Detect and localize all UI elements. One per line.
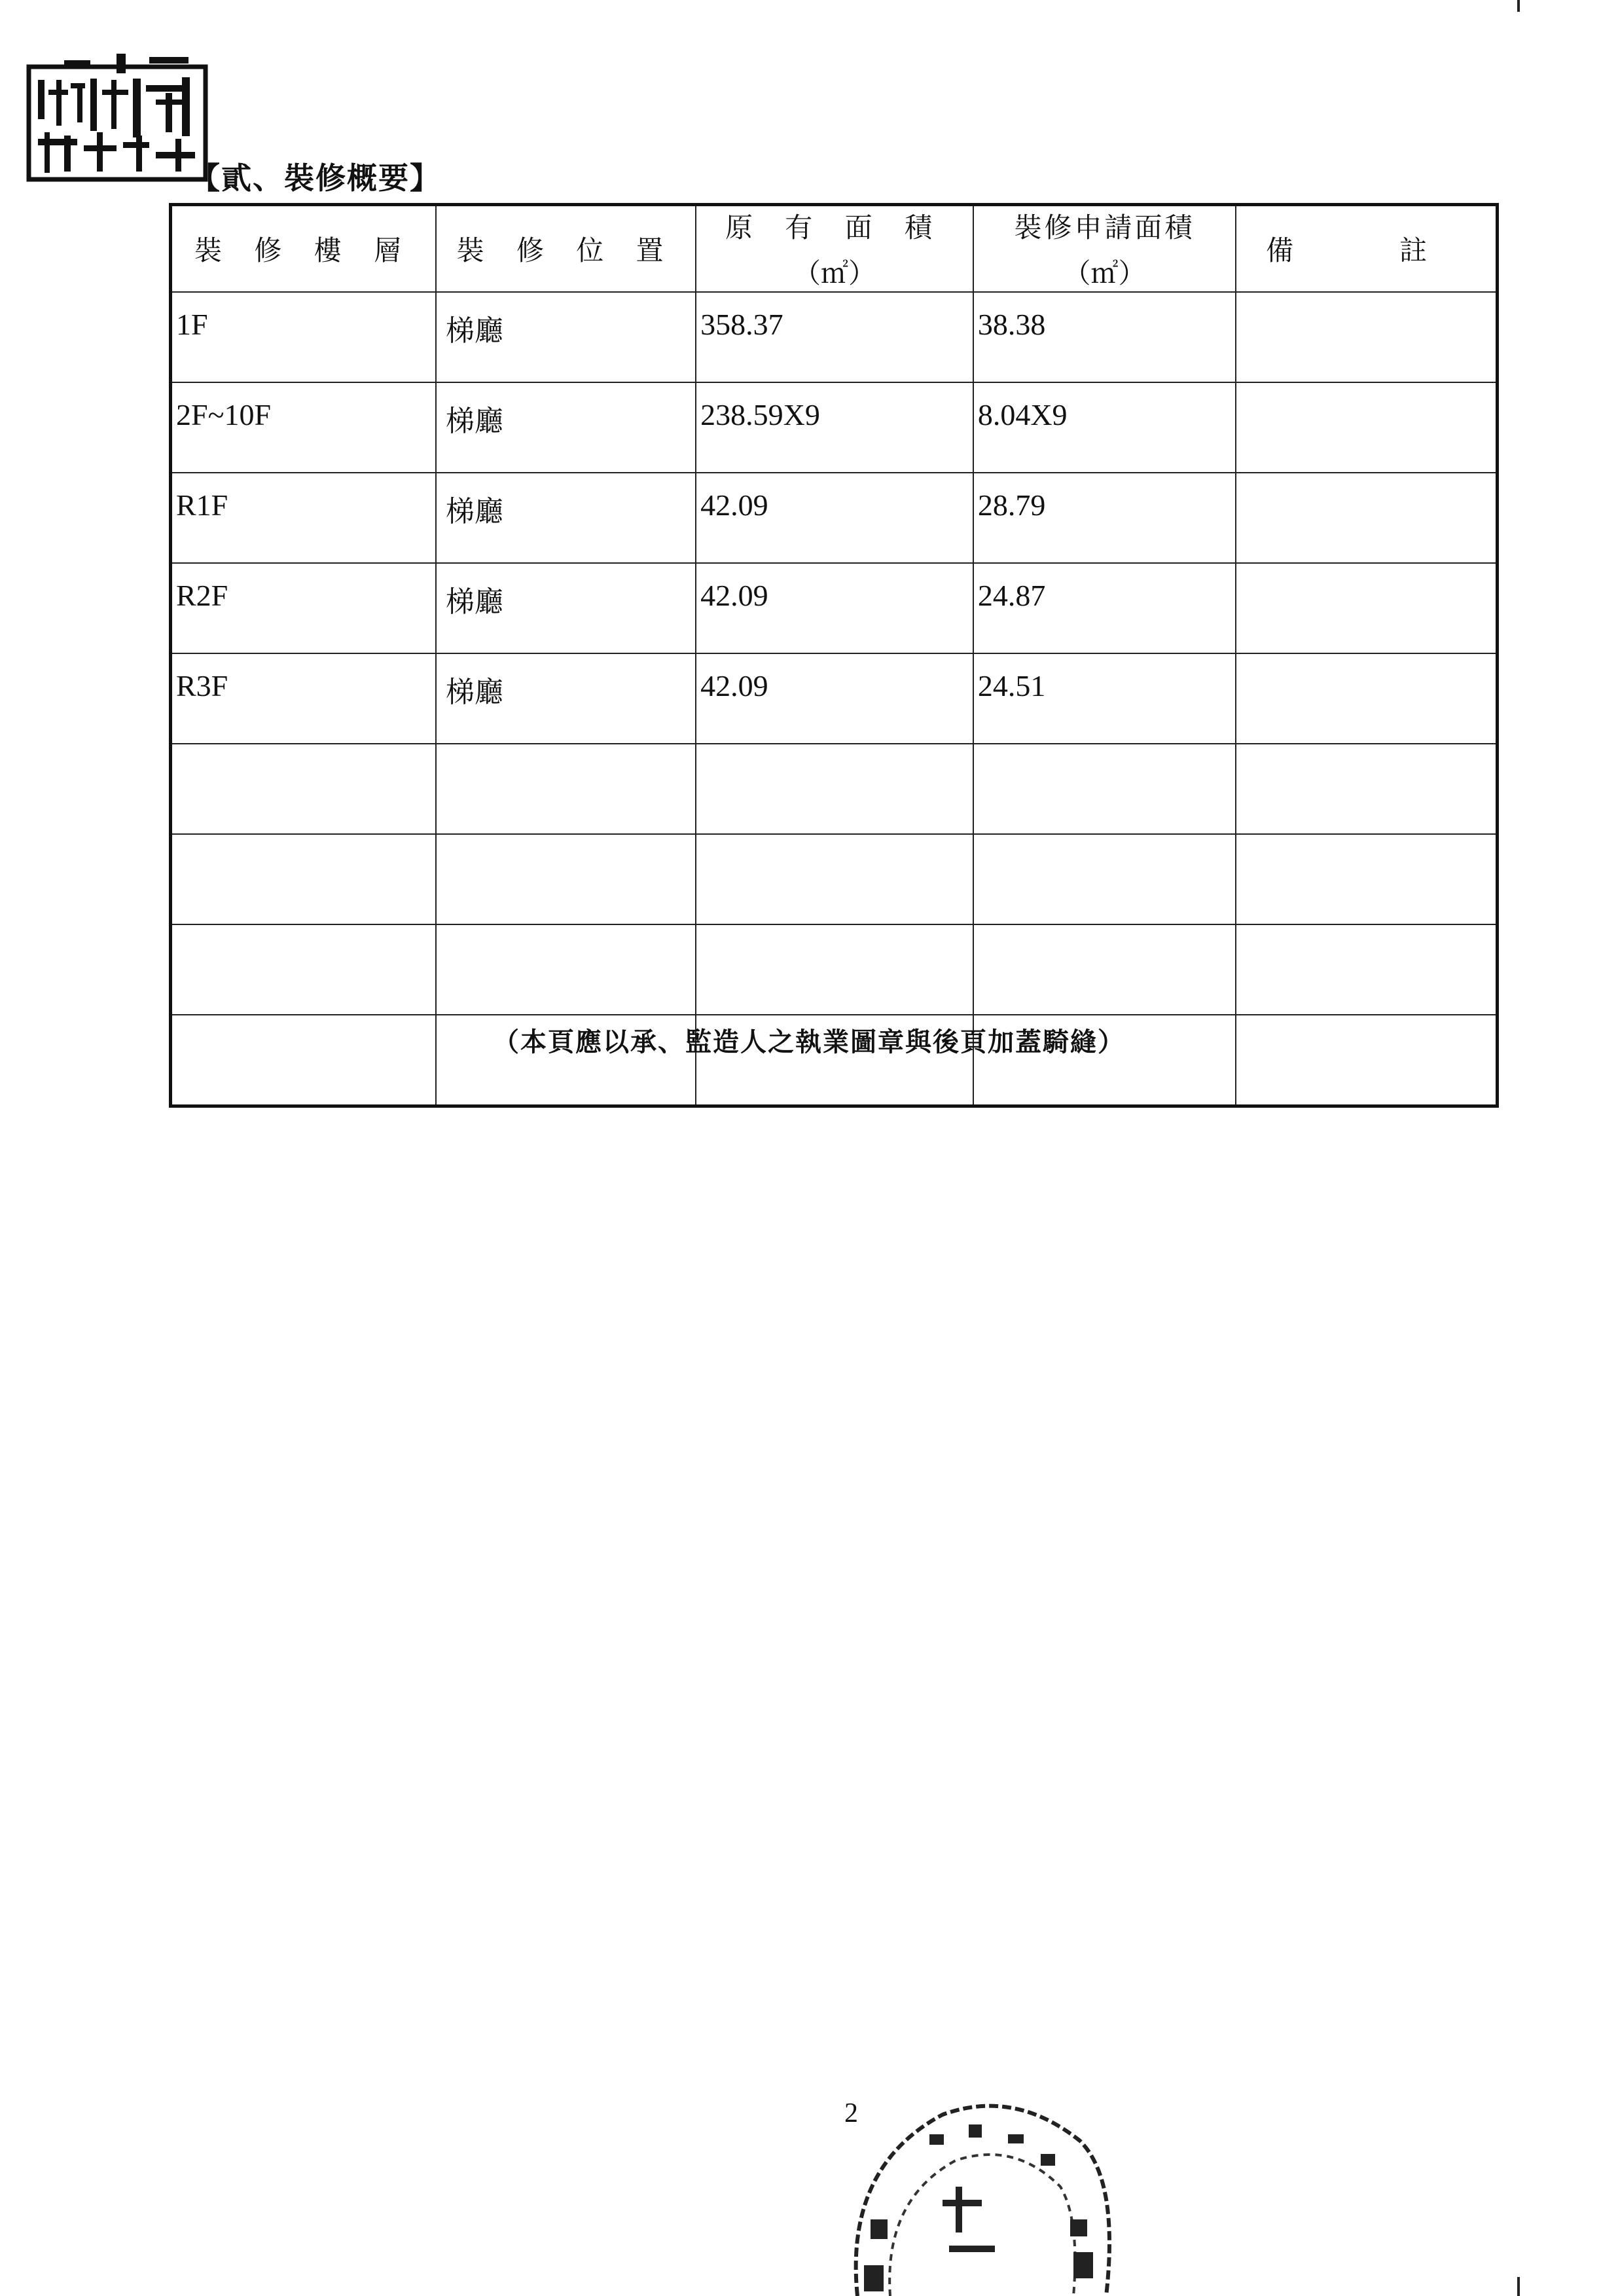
cell-floor — [171, 834, 436, 924]
table-row — [171, 382, 1498, 473]
cell-location: 梯廳 — [436, 473, 696, 563]
cell-remarks — [1236, 563, 1497, 653]
cell-floor: 2F~10F — [171, 382, 436, 473]
cell-floor: R3F — [171, 653, 436, 744]
cell-location: 梯廳 — [436, 563, 696, 653]
cell-floor — [171, 744, 436, 834]
cell-location: 梯廳 — [436, 292, 696, 382]
cell-location: 梯廳 — [436, 653, 696, 744]
cell-original-area: 42.09 — [696, 473, 973, 563]
cell-location: 梯廳 — [436, 382, 696, 473]
table-row — [171, 924, 1498, 1015]
corner-seal-stamp — [25, 54, 216, 185]
header-original-area-unit: （㎡） — [793, 257, 876, 289]
cell-floor: R2F — [171, 563, 436, 653]
cell-remarks — [1236, 292, 1497, 382]
cell-original-area — [696, 924, 973, 1015]
header-floor: 裝 修 樓 層 — [171, 205, 436, 293]
header-applied-area: 裝修申請面積 （㎡） — [973, 205, 1236, 293]
cell-floor: R1F — [171, 473, 436, 563]
header-original-area: 原 有 面 積 （㎡） — [696, 205, 973, 293]
table-row — [171, 744, 1498, 834]
cell-applied-area: 28.79 — [973, 473, 1236, 563]
cell-applied-area — [973, 834, 1236, 924]
cell-original-area: 358.37 — [696, 292, 973, 382]
cell-original-area: 42.09 — [696, 563, 973, 653]
cell-remarks — [1236, 653, 1497, 744]
renovation-summary-table — [169, 203, 1499, 996]
cell-original-area — [696, 834, 973, 924]
cell-floor: 1F — [171, 292, 436, 382]
cell-remarks — [1236, 834, 1497, 924]
table-header-row — [171, 205, 1498, 293]
section-title: 【貳、裝修概要】 — [190, 160, 441, 196]
scan-edge-mark — [1517, 2277, 1520, 2296]
cell-applied-area: 8.04X9 — [973, 382, 1236, 473]
table-row — [171, 292, 1498, 382]
cell-applied-area — [973, 744, 1236, 834]
cell-original-area: 42.09 — [696, 653, 973, 744]
cell-remarks — [1236, 744, 1497, 834]
cell-floor — [171, 924, 436, 1015]
table-row — [171, 653, 1498, 744]
table-row — [171, 473, 1498, 563]
table-row — [171, 563, 1498, 653]
page-number: 2 — [844, 2098, 858, 2128]
header-location: 裝 修 位 置 — [436, 205, 696, 293]
cell-location — [436, 744, 696, 834]
cell-remarks — [1236, 473, 1497, 563]
cell-remarks — [1236, 382, 1497, 473]
header-applied-area-unit: （㎡） — [1063, 257, 1146, 289]
cell-location — [436, 834, 696, 924]
cell-remarks — [1236, 924, 1497, 1015]
footnote: （本頁應以承、監造人之執業圖章與後頁加蓋騎縫） — [493, 1027, 1125, 1057]
bottom-seal-stamp — [844, 2088, 1119, 2296]
cell-applied-area: 38.38 — [973, 292, 1236, 382]
cell-applied-area: 24.51 — [973, 653, 1236, 744]
scan-edge-mark — [1517, 0, 1520, 12]
cell-location — [436, 924, 696, 1015]
cell-applied-area — [973, 924, 1236, 1015]
table-row — [171, 834, 1498, 924]
header-remarks: 備 註 — [1236, 205, 1497, 293]
cell-original-area: 238.59X9 — [696, 382, 973, 473]
cell-applied-area: 24.87 — [973, 563, 1236, 653]
cell-original-area — [696, 744, 973, 834]
